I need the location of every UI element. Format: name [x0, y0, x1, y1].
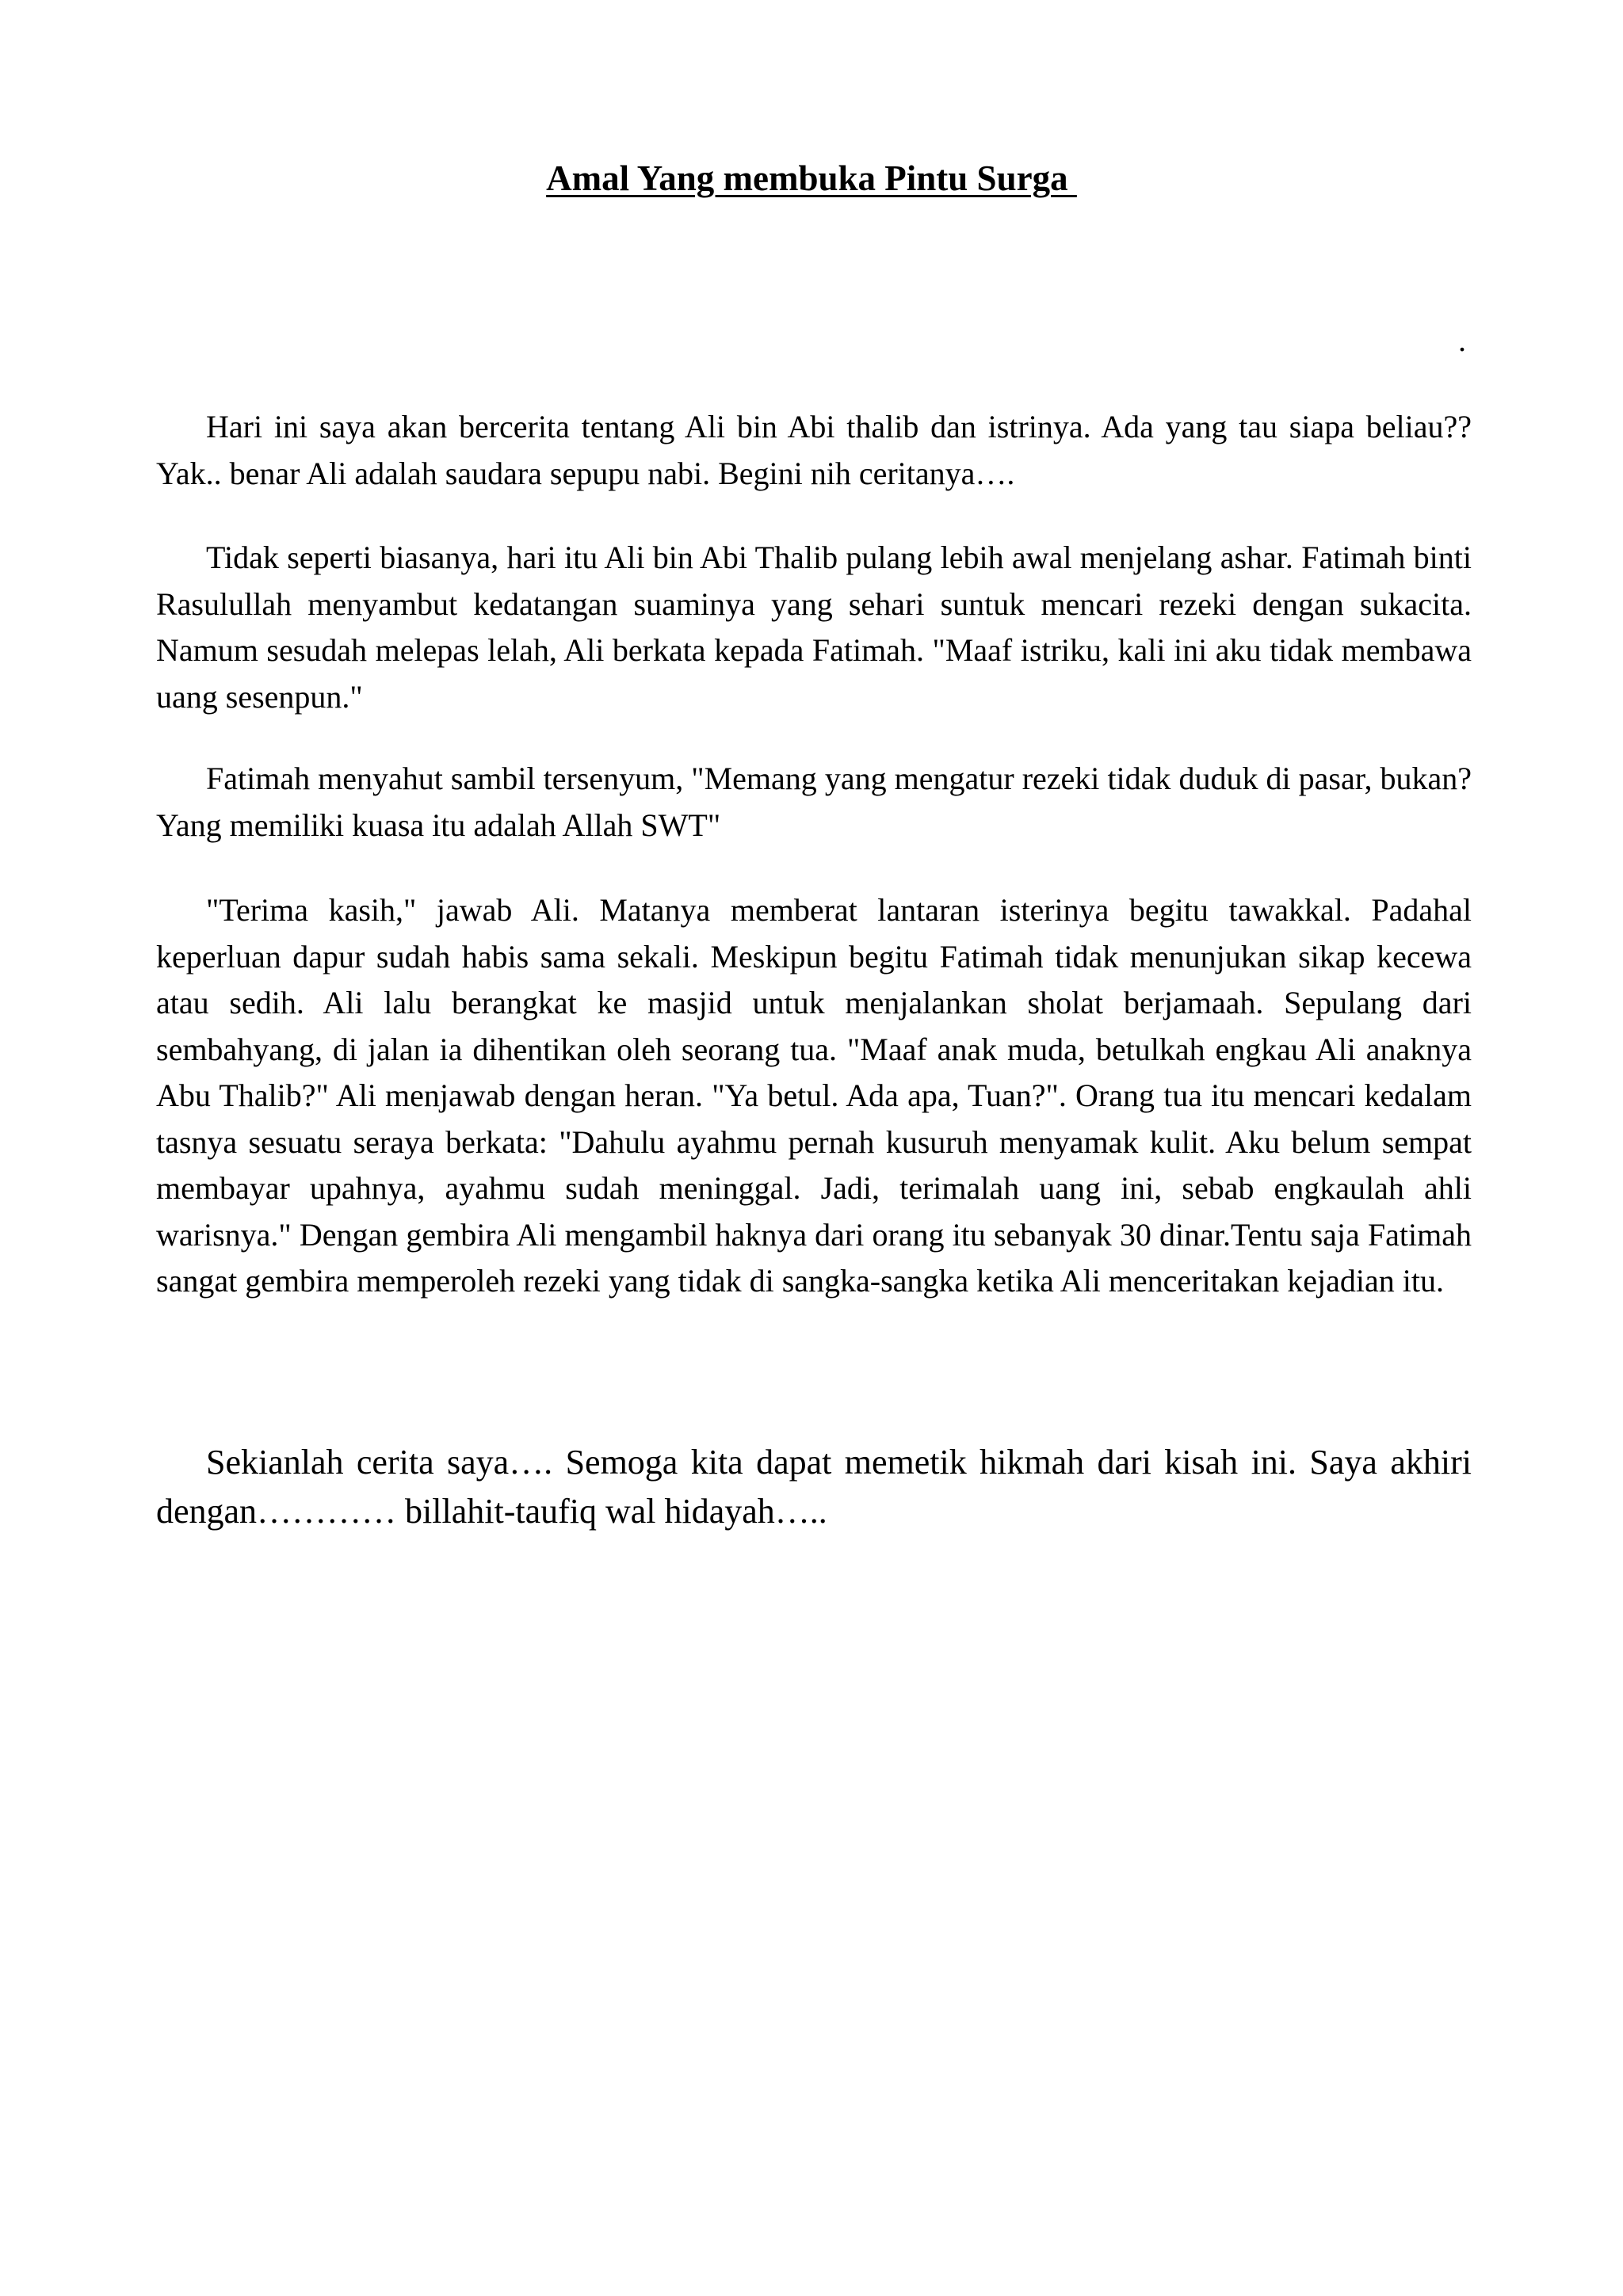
paragraph-story: "Terima kasih," jawab Ali. Matanya memberat lantaran isterinya begitu tawakkal. Padahal keperluan dapur sudah habis sama sekali. Meskipun begitu Fatimah tidak menunjukan sikap kecewa atau sedih. Ali lalu berangkat ke masjid untuk menjalankan sholat berjamaah. Sepulang dari sembahyang, di jalan ia dihentikan oleh seorang tua. "Maaf anak muda, betulkah engkau Ali anaknya Abu Thalib?" Ali menjawab dengan heran. "Ya betul. Ada apa, Tuan?". Orang tua itu mencari kedalam tasnya sesuatu seraya berkata: "Dahulu ayahmu pernah kusuruh menyamak kulit. Aku belum sempat membayar upahnya, ayahmu sudah meninggal. Jadi, terimalah uang ini, sebab engkaulah ahli warisnya." Dengan gembira Ali mengambil haknya dari orang itu sebanyak 30 dinar.Tentu saja Fatimah sangat gembira memperoleh rezeki yang tidak di sangka-sangka ketika Ali menceritakan kejadian itu. [156, 892, 1472, 1299]
paragraph-closing: Sekianlah cerita saya…. Semoga kita dapat memetik hikmah dari kisah ini. Saya akhiri dengan………… billahit-taufiq wal hidayah….. [156, 1443, 1472, 1531]
document-title [0, 154, 1623, 202]
paragraph-ali-returns: Tidak seperti biasanya, hari itu Ali bin Abi Thalib pulang lebih awal menjelang ashar. Fatimah binti Rasulullah menyambut kedatangan suaminya yang sehari suntuk mencari rezeki dengan sukacita. Namum sesudah melepas lelah, Ali berkata kepada Fatimah. "Maaf istriku, kali ini aku tidak membawa uang sesenpun." [156, 540, 1472, 715]
paragraph-intro: Hari ini saya akan bercerita tentang Ali bin Abi thalib dan istrinya. Ada yang tau siapa beliau?? Yak.. benar Ali adalah saudara sepupu nabi. Begini nih ceritanya…. [156, 409, 1472, 491]
document-title-text: Amal Yang membuka Pintu Surga [546, 158, 1077, 198]
page-marker: . [1458, 322, 1466, 358]
paragraph-fatimah-reply: Fatimah menyahut sambil tersenyum, "Memang yang mengatur rezeki tidak duduk di pasar, bukan? Yang memiliki kuasa itu adalah Allah SWT" [156, 761, 1472, 843]
